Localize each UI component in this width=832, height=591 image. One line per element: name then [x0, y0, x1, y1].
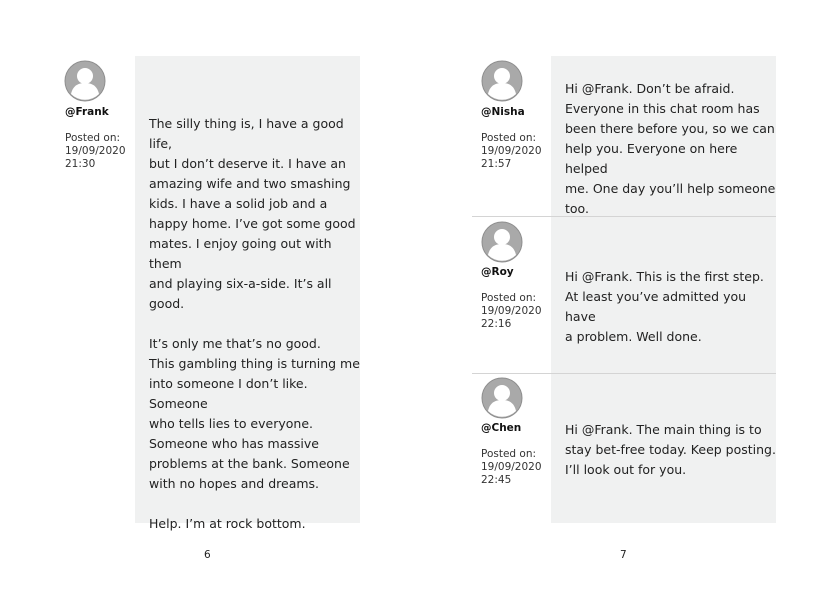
message-line: into someone I don’t like. Someone: [149, 376, 308, 411]
posted-date: 19/09/2020: [481, 145, 542, 157]
reply-timestamp: [481, 448, 542, 487]
message-line: Hi @Frank. The main thing is to: [565, 422, 762, 437]
message-line: mates. I enjoy going out with them: [149, 236, 332, 271]
message-line: but I don’t deserve it. I have an: [149, 156, 346, 171]
message-line: Hi @Frank. Don’t be afraid.: [565, 81, 735, 96]
message-line: The silly thing is, I have a good life,: [149, 116, 344, 151]
reply-message: [565, 79, 780, 219]
message-line: Everyone in this chat room has: [565, 101, 760, 116]
message-line: stay bet-free today. Keep posting.: [565, 442, 776, 457]
message-line: Someone who has massive: [149, 436, 319, 451]
posted-date: 19/09/2020: [65, 145, 126, 157]
chen-avatar-icon: [481, 377, 523, 419]
post-timestamp: [65, 132, 126, 171]
nisha-avatar-icon: [481, 60, 523, 102]
posted-label: Posted on:: [481, 448, 537, 460]
reply-username: @Nisha: [481, 106, 525, 118]
reply-timestamp: [481, 292, 542, 331]
message-line: At least you’ve admitted you have: [565, 289, 747, 324]
message-line: Hi @Frank. This is the first step.: [565, 269, 764, 284]
posted-label: Posted on:: [481, 132, 537, 144]
message-line: It’s only me that’s no good.: [149, 336, 321, 351]
message-line: too.: [565, 201, 589, 216]
message-line: me. One day you’ll help someone: [565, 181, 776, 196]
reply-divider: [472, 373, 776, 374]
message-line: problems at the bank. Someone: [149, 456, 350, 471]
reply-username: @Chen: [481, 422, 522, 434]
posted-label: Posted on:: [481, 292, 537, 304]
page-number-right: 7: [620, 549, 627, 561]
message-line: who tells lies to everyone.: [149, 416, 313, 431]
message-line: and playing six-a-side. It’s all: [149, 276, 332, 291]
post-username: @Frank: [65, 106, 109, 118]
page-number-left: 6: [204, 549, 211, 561]
posted-label: Posted on:: [65, 132, 121, 144]
message-line: kids. I have a solid job and a: [149, 196, 328, 211]
message-line: I’ll look out for you.: [565, 462, 687, 477]
message-line: good.: [149, 296, 185, 311]
frank-avatar-icon: [64, 60, 106, 102]
reply-username: @Roy: [481, 266, 514, 278]
roy-avatar-icon: [481, 221, 523, 263]
message-line: This gambling thing is turning me: [149, 356, 360, 371]
reply-timestamp: [481, 132, 542, 171]
message-line: been there before you, so we can: [565, 121, 775, 136]
posted-time: 22:16: [481, 318, 512, 330]
message-line: Help. I’m at rock bottom.: [149, 516, 306, 531]
reply-message: [565, 267, 780, 347]
posted-time: 21:30: [65, 158, 96, 170]
message-line: happy home. I’ve got some good: [149, 216, 356, 231]
message-line: help you. Everyone on here helped: [565, 141, 738, 176]
message-line: amazing wife and two smashing: [149, 176, 351, 191]
message-line: a problem. Well done.: [565, 329, 702, 344]
message-line: with no hopes and dreams.: [149, 476, 320, 491]
posted-time: 21:57: [481, 158, 512, 170]
post-message: [149, 114, 364, 534]
posted-date: 19/09/2020: [481, 461, 542, 473]
posted-time: 22:45: [481, 474, 512, 486]
reply-message: [565, 420, 780, 480]
posted-date: 19/09/2020: [481, 305, 542, 317]
